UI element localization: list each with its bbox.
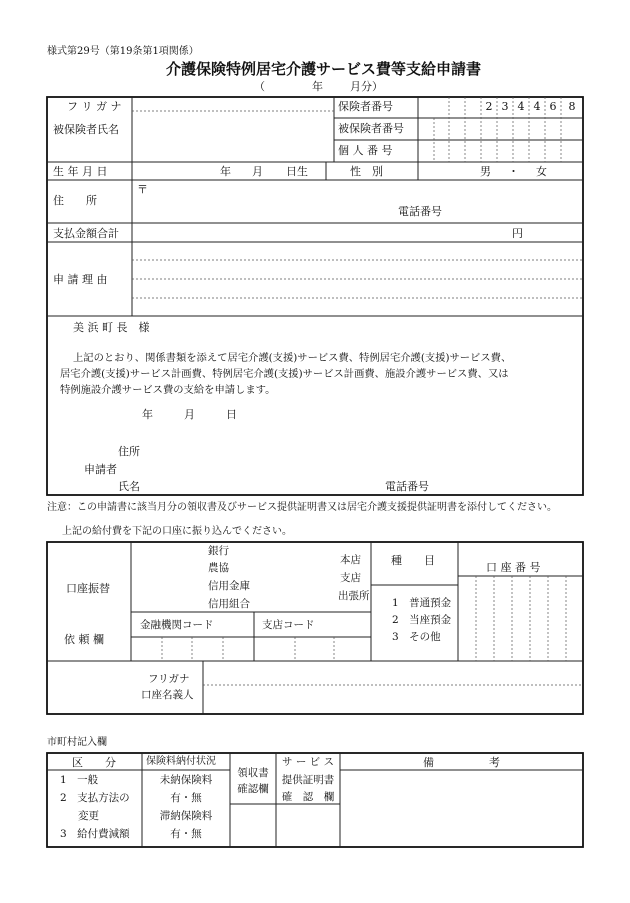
attachment-note: 注意：この申請書に該当月分の領収書及びサービス提供証明書又は居宅介護支援提供証明書を添付してください。 <box>47 502 557 513</box>
bank-transfer-label: 口座振替 <box>66 582 110 595</box>
applicant-name-field[interactable] <box>145 478 385 492</box>
birthdate-label: 生 年 月 日 <box>53 165 108 178</box>
declaration-line-3: 特例施設介護サービス費の支給を申請します。 <box>60 384 276 396</box>
personal-number-label: 個 人 番 号 <box>338 144 393 157</box>
premium-unpaid-label: 未納保険料 <box>159 774 213 786</box>
applicant-address-field[interactable] <box>145 443 575 457</box>
insurer-digit: 6 <box>549 100 557 113</box>
insurer-digit: 3 <box>501 100 509 113</box>
address-field[interactable] <box>150 182 580 220</box>
col-remarks: 備 考 <box>423 756 500 769</box>
account-type-ordinary[interactable]: 1 普通預金 <box>392 597 452 609</box>
address-phone-label: 電話番号 <box>398 205 442 218</box>
total-amount-label: 支払金額合計 <box>53 227 119 240</box>
remarks-field[interactable] <box>342 772 581 845</box>
insured-number-label: 被保険者番号 <box>338 122 404 135</box>
insurer-digit: 8 <box>568 100 576 113</box>
furigana-field[interactable] <box>134 98 332 110</box>
birth-month-label: 月 <box>252 165 263 178</box>
premium-arrears-label: 滞納保険料 <box>159 810 213 822</box>
account-number-label: 口 座 番 号 <box>486 561 541 574</box>
period-year-label: 年 <box>312 80 323 93</box>
branch-type-branch[interactable]: 支店 <box>340 572 361 584</box>
premium-unpaid-choice[interactable]: 有・無 <box>170 792 202 804</box>
yen-unit: 円 <box>512 227 523 240</box>
period-open: （ <box>254 80 265 93</box>
municipal-section-title: 市町村記入欄 <box>47 737 107 748</box>
account-type-current[interactable]: 2 当座預金 <box>392 614 452 626</box>
branch-code-field[interactable] <box>256 639 369 659</box>
sex-separator: ・ <box>508 165 519 178</box>
col-category: 区 分 <box>72 756 116 769</box>
insurer-digit: 2 <box>485 100 493 113</box>
declaration-line-1: 上記のとおり、関係書類を添えて居宅介護(支援)サービス費、特例居宅介護(支援)サービス費、 <box>73 352 512 364</box>
col-premium-status: 保険料納付状況 <box>146 756 216 767</box>
col-receipt-check: 領収書 確認欄 <box>237 767 269 795</box>
applicant-phone-label: 電話番号 <box>385 480 429 493</box>
date-month-label: 月 <box>184 408 195 421</box>
institution-type-agri[interactable]: 農協 <box>208 562 229 574</box>
category-change: 変更 <box>78 810 99 822</box>
branch-type-main[interactable]: 本店 <box>340 554 361 566</box>
date-day-label: 日 <box>226 408 237 421</box>
personal-number-field[interactable] <box>420 142 581 160</box>
reason-field[interactable] <box>134 244 581 314</box>
form-title: 介護保険特例居宅介護サービス費等支給申請書 <box>166 60 482 78</box>
holder-name-label: 口座名義人 <box>141 689 194 701</box>
premium-arrears-choice[interactable]: 有・無 <box>170 828 202 840</box>
sex-female-option[interactable]: 女 <box>536 165 547 178</box>
declaration-line-2: 居宅介護(支援)サービス計画費、特例居宅介護(支援)サービス計画費、施設介護サービス費、又は <box>60 368 509 380</box>
branch-type-office[interactable]: 出張所 <box>338 590 370 602</box>
total-amount-field[interactable] <box>134 225 509 240</box>
branch-code-label: 支店コード <box>262 619 315 631</box>
insured-number-field[interactable] <box>420 120 581 138</box>
holder-furigana-field[interactable] <box>205 663 581 683</box>
insurer-digit: 4 <box>533 100 541 113</box>
holder-furigana-label: フリガナ <box>148 673 190 685</box>
institution-type-bank[interactable]: 銀行 <box>208 545 229 557</box>
bank-code-label: 金融機関コード <box>140 619 214 631</box>
category-benefit-reduction: 3 給付費減額 <box>60 828 130 840</box>
institution-type-kumiai[interactable]: 信用組合 <box>208 598 250 610</box>
furigana-label: フ リ ガ ナ <box>67 100 122 113</box>
insured-name-label: 被保険者氏名 <box>53 123 119 136</box>
address-label: 住 所 <box>53 194 97 207</box>
sex-label: 性 別 <box>350 165 383 178</box>
bank-intro: 上記の給付費を下記の口座に振り込んでください。 <box>62 526 292 537</box>
birth-day-label: 日生 <box>286 165 308 178</box>
bank-code-field[interactable] <box>133 639 252 659</box>
request-section-label: 依 頼 欄 <box>64 633 104 646</box>
col-service-1: サ ー ビ ス <box>281 756 334 768</box>
holder-name-field[interactable] <box>205 687 581 712</box>
account-type-other[interactable]: 3 その他 <box>392 631 441 643</box>
applicant-address-label: 住所 <box>118 445 140 458</box>
account-type-label: 種 目 <box>391 554 435 567</box>
birth-year-label: 年 <box>220 165 231 178</box>
applicant-name-label: 氏名 <box>118 480 140 493</box>
addressee: 美 浜 町 長 様 <box>73 321 150 334</box>
account-number-field[interactable] <box>460 578 581 659</box>
date-year-label: 年 <box>142 408 153 421</box>
postal-mark: 〒 <box>137 183 148 196</box>
col-service-3: 確 認 欄 <box>281 791 335 803</box>
category-general: 1 一般 <box>60 774 99 786</box>
insurer-digit: 4 <box>517 100 525 113</box>
col-service-2: 提供証明書 <box>281 774 335 786</box>
reason-label: 申 請 理 由 <box>53 273 108 286</box>
insured-name-field[interactable] <box>134 113 332 160</box>
category-payment-change: 2 支払方法の <box>60 792 130 804</box>
insurer-number-label: 保険者番号 <box>338 100 393 113</box>
institution-type-shinkin[interactable]: 信用金庫 <box>208 580 250 592</box>
sex-male-option[interactable]: 男 <box>480 165 491 178</box>
applicant-label: 申請者 <box>84 463 117 476</box>
form-number: 様式第29号（第19条第1項関係） <box>47 46 199 57</box>
period-month-label: 月分） <box>350 80 383 93</box>
